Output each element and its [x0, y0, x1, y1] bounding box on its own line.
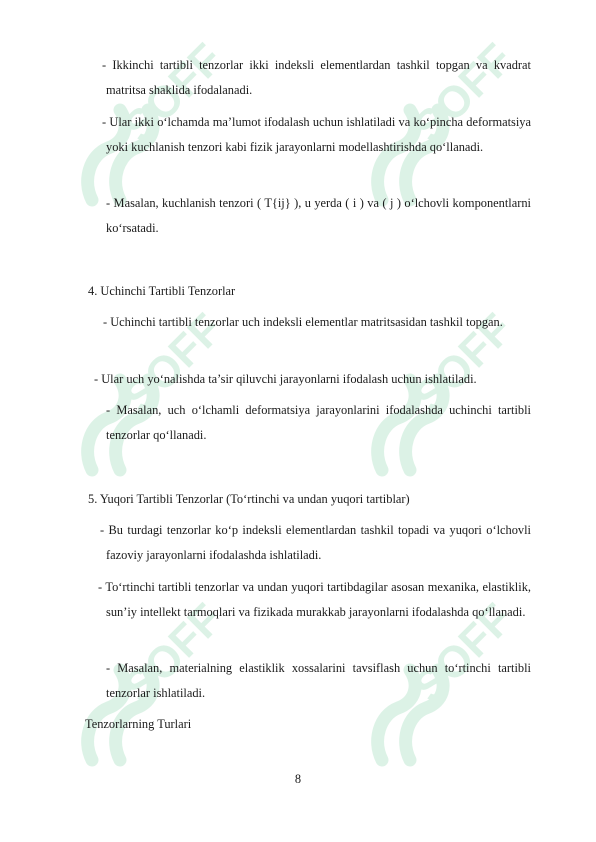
paragraph-third-order-example: - Masalan, uch o‘lchamli deformatsiya jarayonlarini ifodalashda uchinchi tartibli tenzorlar qo‘llanadi. [106, 403, 531, 442]
svg-text:SOFF: SOFF [114, 34, 220, 153]
paragraph-second-order-example: - Masalan, kuchlanish tenzori ( T{ij} ), u yerda ( i ) va ( j ) o‘lchovli komponentlarni ko‘rsatadi. [106, 196, 531, 235]
paragraph-higher-order-example: - Masalan, materialning elastiklik xossalarini tavsiflash uchun to‘rtinchi tartibli tenzorlar ishlatiladi. [106, 661, 531, 700]
svg-text:SOFF: SOFF [404, 34, 510, 153]
paragraph-higher-order-applications: - To‘rtinchi tartibli tenzorlar va undan yuqori tartibdagilar asosan mexanika, elastiklik, sun’iy intellekt tarmoqlari va fizikada murakkab jarayonlarni ifodalashda qo‘llanadi. [98, 580, 531, 619]
paragraph-second-order-usage: - Ular ikki o‘lchamda ma’lumot ifodalash uchun ishlatiladi va ko‘pincha deformatsiya yoki kuchlanish tenzori kabi fizik jarayonlarni modellashtirishda qo‘llanadi. [102, 115, 531, 154]
svg-text:SOFF: SOFF [404, 304, 510, 423]
page-number: 8 [294, 772, 302, 786]
section-heading-higher-order: 5. Yuqori Tartibli Tenzorlar (To‘rtinchi va undan yuqori tartiblar) [88, 492, 410, 506]
section-heading-third-order: 4. Uchinchi Tartibli Tenzorlar [88, 284, 236, 298]
section-heading-tensor-types: Tenzorlarning Turlari [85, 717, 192, 731]
svg-text:SOFF: SOFF [404, 594, 510, 713]
svg-text:SOFF: SOFF [114, 594, 220, 713]
paragraph-third-order-usage: - Ular uch yo‘nalishda ta’sir qiluvchi jarayonlarni ifodalash uchun ishlatiladi. [94, 372, 477, 386]
paragraph-higher-order-definition: - Bu turdagi tenzorlar ko‘p indeksli elementlardan tashkil topadi va yuqori o‘lchovli fazoviy jarayonlarni ifodalashda ishlatiladi. [100, 523, 531, 562]
svg-text:SOFF: SOFF [114, 304, 220, 423]
paragraph-third-order-definition: - Uchinchi tartibli tenzorlar uch indeksli elementlar matritsasidan tashkil topgan. [103, 315, 503, 329]
paragraph-second-order-definition: - Ikkinchi tartibli tenzorlar ikki indeksli elementlardan tashkil topgan va kvadrat matritsa shaklida ifodalanadi. [102, 58, 531, 97]
